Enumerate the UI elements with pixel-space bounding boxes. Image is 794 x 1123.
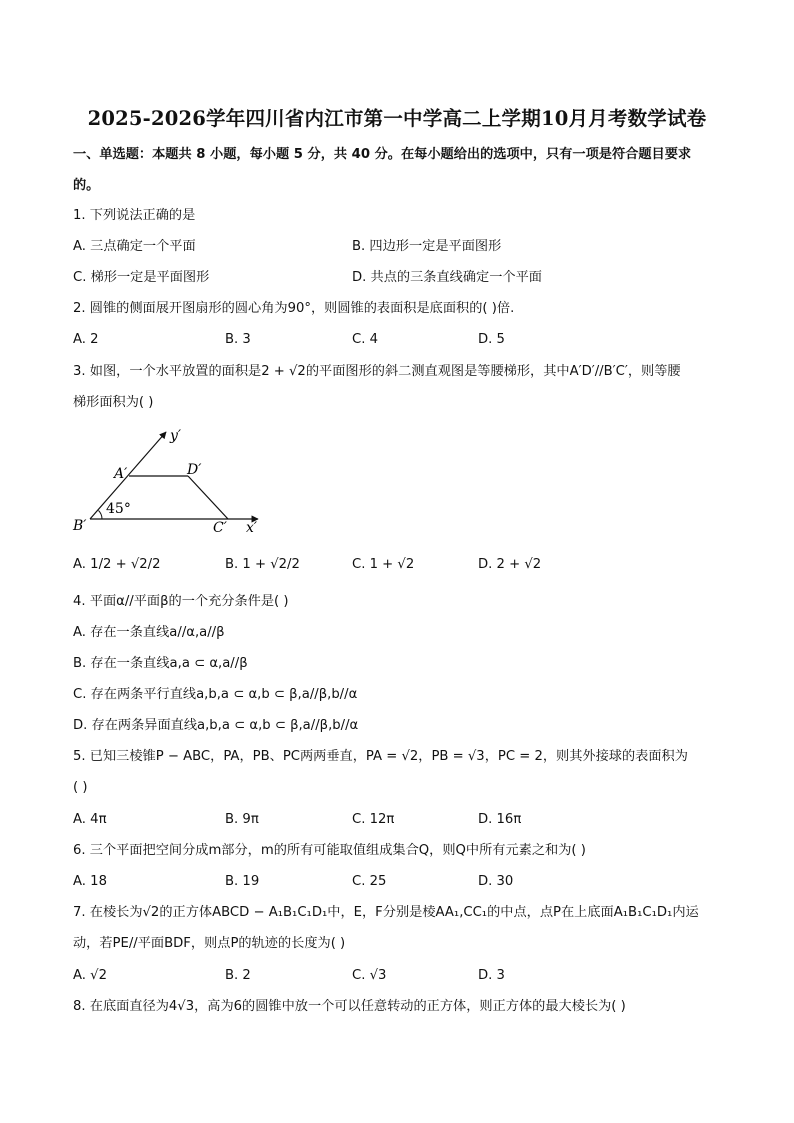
question-6-stem: 6. 三个平面把空间分成m部分，m的所有可能取值组成集合Q，则Q中所有元素之和为( ) (73, 843, 586, 858)
q1-option-c: C. 梯形一定是平面图形 (73, 270, 210, 285)
q2-option-d: D. 5 (478, 332, 505, 347)
page-title: 2025-2026学年四川省内江市第一中学高二上学期10月月考数学试卷 (87, 107, 707, 130)
q3-option-b: B. 1 + √2/2 (225, 557, 300, 572)
q2-option-b: B. 3 (225, 332, 251, 347)
q6-option-a: A. 18 (73, 874, 107, 889)
q5-option-d: D. 16π (478, 812, 522, 827)
q4-option-d: D. 存在两条异面直线a,b,a ⊂ α,b ⊂ β,a//β,b//α (73, 718, 359, 733)
trapezoid-right-edge (188, 476, 228, 519)
angle-label: 45° (106, 501, 131, 517)
x-axis-label: x′ (246, 520, 258, 536)
q2-option-a: A. 2 (73, 332, 99, 347)
question-5-stem: 5. 已知三棱锥P − ABC，PA，PB、PC两两垂直，PA = √2，PB = √3，PC = 2，则其外接球的表面积为 (73, 749, 688, 764)
point-c-label: C′ (213, 520, 227, 536)
q7-option-c: C. √3 (352, 968, 387, 983)
point-a-label: A′ (114, 466, 128, 482)
q2-option-c: C. 4 (352, 332, 378, 347)
q7-option-b: B. 2 (225, 968, 251, 983)
point-d-label: D′ (187, 462, 202, 478)
section-heading: 一、单选题：本题共 8 小题，每小题 5 分，共 40 分。在每小题给出的选项中，只有一项是符合题目要求 (73, 147, 692, 162)
q5-option-b: B. 9π (225, 812, 259, 827)
section-heading-cont: 的。 (73, 178, 100, 193)
question-8-stem: 8. 在底面直径为4√3，高为6的圆锥中放一个可以任意转动的正方体，则正方体的最大棱长为( ) (73, 999, 626, 1014)
q1-option-a: A. 三点确定一个平面 (73, 239, 196, 254)
q6-option-d: D. 30 (478, 874, 514, 889)
q4-option-a: A. 存在一条直线a//α,a//β (73, 625, 225, 640)
question-7-stem-cont: 动，若PE//平面BDF，则点P的轨迹的长度为( ) (73, 936, 346, 951)
q5-option-c: C. 12π (352, 812, 395, 827)
q3-option-a: A. 1/2 + √2/2 (73, 557, 161, 572)
point-b-label: B′ (73, 518, 87, 534)
question-1-stem: 1. 下列说法正确的是 (73, 208, 196, 223)
q5-option-a: A. 4π (73, 812, 107, 827)
q6-option-c: C. 25 (352, 874, 387, 889)
q6-option-b: B. 19 (225, 874, 260, 889)
q4-option-b: B. 存在一条直线a,a ⊂ α,a//β (73, 656, 248, 671)
question-3-stem-cont: 梯形面积为( ) (73, 395, 154, 410)
q4-option-c: C. 存在两条平行直线a,b,a ⊂ α,b ⊂ β,a//β,b//α (73, 687, 358, 702)
question-4-stem: 4. 平面α//平面β的一个充分条件是( ) (73, 594, 289, 609)
q3-option-d: D. 2 + √2 (478, 557, 542, 572)
question-7-stem: 7. 在棱长为√2的正方体ABCD − A₁B₁C₁D₁中，E，F分别是棱AA₁,CC₁的中点，点P在上底面A₁B₁C₁D₁内运 (73, 905, 699, 920)
q7-option-a: A. √2 (73, 968, 107, 983)
question-3-stem: 3. 如图，一个水平放置的面积是2 + √2的平面图形的斜二测直观图是等腰梯形，其中A′D′//B′C′，则等腰 (73, 364, 681, 379)
oblique-trapezoid-figure (70, 424, 270, 544)
y-axis-label: y′ (170, 428, 182, 444)
angle-arc (99, 511, 103, 520)
q3-option-c: C. 1 + √2 (352, 557, 415, 572)
q7-option-d: D. 3 (478, 968, 505, 983)
q1-option-b: B. 四边形一定是平面图形 (352, 239, 502, 254)
question-5-stem-cont: ( ) (73, 780, 88, 795)
q1-option-d: D. 共点的三条直线确定一个平面 (352, 270, 542, 285)
question-2-stem: 2. 圆锥的侧面展开图扇形的圆心角为90°，则圆锥的表面积是底面积的( )倍. (73, 301, 515, 316)
